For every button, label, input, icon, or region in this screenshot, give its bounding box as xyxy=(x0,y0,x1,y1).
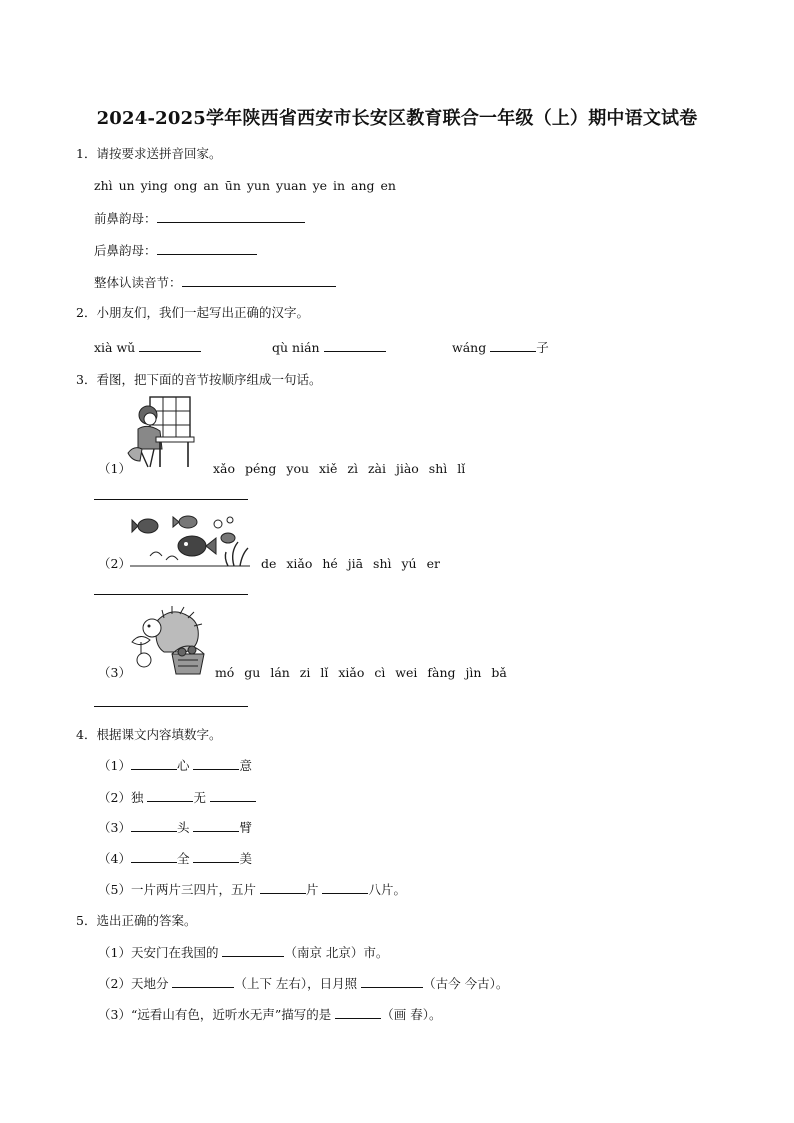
question-number: 4． xyxy=(76,727,97,742)
pinyin-text: xǎo péng you xiě zì zài jiào shì lǐ xyxy=(212,461,466,476)
answer-label: 整体认读音节： xyxy=(94,275,182,290)
answer-blank[interactable] xyxy=(172,975,234,988)
item-text: 心 xyxy=(176,758,190,773)
answer-line[interactable] xyxy=(94,706,248,707)
answer-blank[interactable] xyxy=(193,757,239,770)
question-text: 根据课文内容填数字。 xyxy=(96,727,222,742)
answer-label: 前鼻韵母： xyxy=(94,211,157,226)
answer-back-nasal xyxy=(94,242,257,260)
item-text: 片 xyxy=(305,882,319,897)
question-4 xyxy=(76,726,221,744)
pinyin-item-1 xyxy=(94,339,201,357)
question-number: 3． xyxy=(76,372,97,387)
answer-blank[interactable] xyxy=(322,881,368,894)
item-text: 臂 xyxy=(239,820,252,835)
fill-number-4 xyxy=(98,850,252,868)
item-label: （1） xyxy=(98,461,131,476)
answer-blank[interactable] xyxy=(335,1006,381,1019)
answer-blank[interactable] xyxy=(210,789,256,802)
pinyin-line-1 xyxy=(98,460,465,478)
item-label: （5）一片两片三四片，五片 xyxy=(98,882,256,897)
pinyin-item-3 xyxy=(452,339,549,357)
item-label: （3） xyxy=(98,665,131,680)
answer-blank[interactable] xyxy=(147,789,193,802)
answer-whole-syllables xyxy=(94,274,336,292)
item-text: 美 xyxy=(239,851,252,866)
answer-line[interactable] xyxy=(94,499,248,500)
answer-blank[interactable] xyxy=(131,850,177,863)
answer-blank[interactable] xyxy=(157,210,305,223)
fill-number-5 xyxy=(98,881,406,899)
pinyin-text: xià wǔ xyxy=(94,340,136,355)
item-text: 头 xyxy=(176,820,190,835)
pinyin-text: de xiǎo hé jiā shì yú er xyxy=(260,556,440,571)
syllable-list: zhì un ying ong an ūn yun yuan ye in ang en xyxy=(94,178,396,193)
answer-blank[interactable] xyxy=(157,242,257,255)
item-options: （古今 今古）。 xyxy=(423,976,509,991)
answer-blank[interactable] xyxy=(193,850,239,863)
fill-number-2 xyxy=(98,789,256,807)
choice-2 xyxy=(98,975,508,993)
answer-blank[interactable] xyxy=(324,339,386,352)
pinyin-line-2 xyxy=(98,555,440,573)
question-number: 2． xyxy=(76,305,97,320)
item-text: （2）天地分 xyxy=(98,976,169,991)
choice-1 xyxy=(98,944,388,962)
item-label: （1） xyxy=(98,758,131,773)
question-5 xyxy=(76,912,196,930)
question-number: 5． xyxy=(76,913,97,928)
page-title: 2024-2025学年陕西省西安市长安区教育联合一年级（上）期中语文试卷 xyxy=(96,108,698,129)
answer-blank[interactable] xyxy=(131,757,177,770)
item-label: （3） xyxy=(98,820,131,835)
item-options: （南京 北京）市。 xyxy=(284,945,389,960)
answer-blank[interactable] xyxy=(222,944,284,957)
answer-blank[interactable] xyxy=(361,975,423,988)
answer-blank[interactable] xyxy=(131,819,177,832)
choice-3 xyxy=(98,1006,441,1024)
answer-line[interactable] xyxy=(94,594,248,595)
answer-blank[interactable] xyxy=(193,819,239,832)
item-text: （3）“远看山有色，近听水无声”描写的是 xyxy=(98,1007,332,1022)
pinyin-text: wáng xyxy=(452,340,487,355)
item-text: 全 xyxy=(176,851,190,866)
answer-front-nasal xyxy=(94,210,305,228)
child-writing-picture xyxy=(126,395,198,469)
item-options: （上下 左右），日月照 xyxy=(234,976,358,991)
question-text: 选出正确的答案。 xyxy=(96,913,197,928)
fill-number-1 xyxy=(98,757,252,775)
question-text: 小朋友们，我们一起写出正确的汉字。 xyxy=(96,305,309,320)
item-text: 八片。 xyxy=(368,882,406,897)
answer-blank[interactable] xyxy=(139,339,201,352)
question-2 xyxy=(76,304,309,322)
item-label: （2）独 xyxy=(98,790,144,805)
answer-blank[interactable] xyxy=(182,274,336,287)
question-1 xyxy=(76,145,221,163)
pinyin-suffix: 子 xyxy=(536,340,549,355)
item-options: （画 春）。 xyxy=(381,1007,442,1022)
answer-blank[interactable] xyxy=(260,881,306,894)
pinyin-line-3 xyxy=(98,664,507,682)
pinyin-item-2 xyxy=(272,339,386,357)
answer-blank[interactable] xyxy=(490,339,536,352)
item-text: 无 xyxy=(193,790,206,805)
question-text: 请按要求送拼音回家。 xyxy=(96,146,222,161)
question-number: 1． xyxy=(76,146,97,161)
question-text: 看图，把下面的音节按顺序组成一句话。 xyxy=(96,372,322,387)
answer-label: 后鼻韵母： xyxy=(94,243,157,258)
item-label: （4） xyxy=(98,851,131,866)
item-text: （1）天安门在我国的 xyxy=(98,945,219,960)
pinyin-text: mó gu lán zi lǐ xiǎo cì wei fàng jìn bǎ xyxy=(214,665,507,680)
fill-number-3 xyxy=(98,819,252,837)
pinyin-text: qù nián xyxy=(272,340,320,355)
item-text: 意 xyxy=(239,758,252,773)
question-3 xyxy=(76,371,321,389)
item-label: （2） xyxy=(98,556,131,571)
